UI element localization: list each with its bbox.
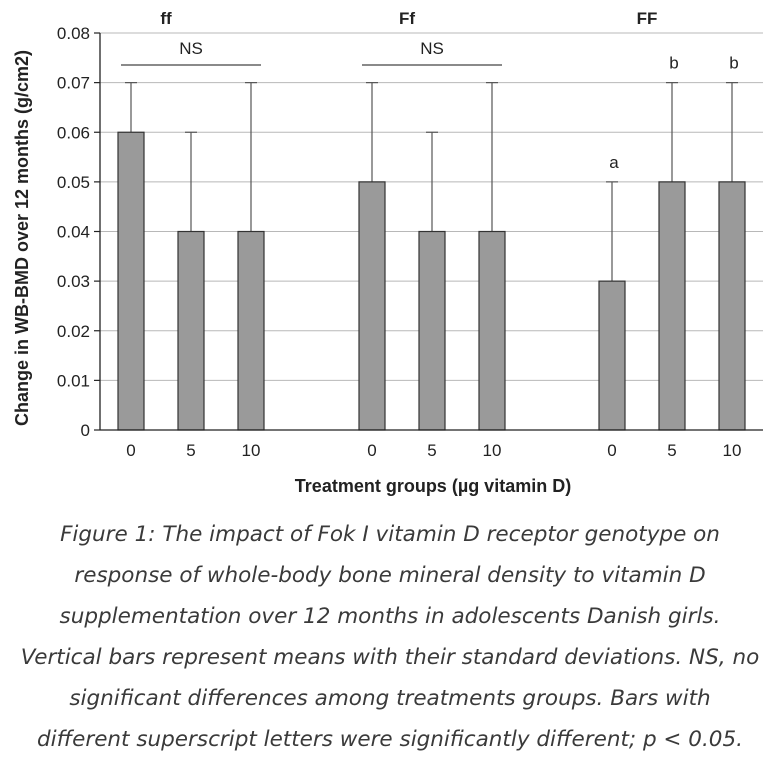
significance-label: NS: [420, 39, 444, 58]
y-tick-label: 0.05: [56, 172, 90, 192]
bar: [719, 182, 745, 430]
x-tick-label: 5: [427, 441, 437, 460]
x-tick-label: 5: [667, 441, 677, 460]
x-tick-label: 0: [126, 441, 136, 460]
y-tick-label: 0: [80, 421, 90, 440]
group-label: ff: [160, 9, 172, 28]
y-tick-label: 0.06: [56, 123, 90, 143]
group-label: Ff: [398, 9, 416, 28]
x-tick-label: 10: [482, 441, 502, 460]
group-label: FF: [636, 9, 658, 28]
y-axis-title: Change in WB-BMD over 12 months (g/cm2): [12, 49, 32, 427]
y-tick-label: 0.02: [56, 321, 90, 341]
bar: [359, 182, 385, 430]
y-tick-label: 0.03: [56, 272, 90, 292]
x-tick-label: 10: [722, 441, 742, 460]
x-tick-label: 10: [241, 441, 261, 460]
bar: [118, 132, 144, 430]
x-tick-label: 5: [186, 441, 196, 460]
y-tick-label: 0.07: [56, 73, 90, 93]
y-tick-label: 0.01: [56, 371, 90, 391]
bar: [238, 232, 264, 431]
significance-letter: a: [609, 152, 619, 172]
x-tick-label: 0: [607, 441, 617, 460]
y-tick-label: 0.04: [56, 222, 90, 242]
significance-label: NS: [179, 39, 203, 58]
y-tick-label: 0.08: [56, 24, 90, 43]
bar: [178, 232, 204, 431]
bar: [659, 182, 685, 430]
bar: [419, 232, 445, 431]
bar: [479, 232, 505, 431]
significance-letter: b: [669, 53, 679, 73]
bar: [599, 281, 625, 430]
labels: [57, 9, 742, 460]
x-axis-title: Treatment groups (µg vitamin D): [294, 476, 572, 496]
figure-caption: Figure 1: The impact of Fok I vitamin D receptor genotype on response of whole-body bone mineral density to vitamin D supplementation over 12 months in adolescents Danish girls. Vertical bars represent means with their standard deviations. NS, no significant differences among treatments groups. Bars with different superscript letters were significantly different; p < 0.05.: [20, 522, 760, 752]
x-tick-label: 0: [367, 441, 377, 460]
significance-letter: b: [729, 53, 739, 73]
